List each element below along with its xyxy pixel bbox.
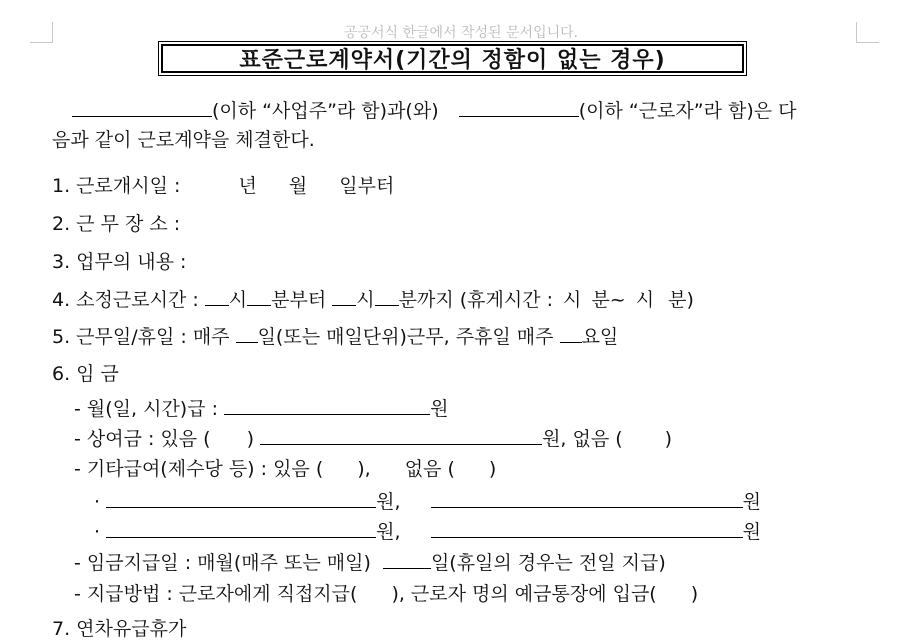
item-workplace: 2. 근 무 장 소 : [52, 213, 181, 235]
item-start-date [52, 174, 394, 198]
header-note: 공공서식 한글에서 작성된 문서입니다. [343, 25, 579, 41]
item4-bun1: 분부터 [271, 289, 327, 311]
other-label: - 기타급여(제수당 등) : 있음 ( [74, 458, 324, 480]
start-minute-blank[interactable] [247, 287, 271, 306]
other-mid: ), [357, 458, 371, 480]
payday-blank[interactable] [383, 550, 431, 569]
item1-year: 년 [238, 175, 257, 197]
item5-mid: 일(또는 매일단위)근무, 주휴일 매주 [257, 326, 554, 348]
wage-payday [74, 550, 666, 575]
item1-day: 일부터 [339, 175, 395, 197]
item-job-description: 3. 업무의 내용 : [52, 251, 187, 273]
end-minute-blank[interactable] [375, 287, 399, 306]
wage-monthly-label: - 월(일, 시간)급 : [74, 398, 219, 420]
document-title: 표준근로계약서(기간의 정함이 없는 경우) [161, 44, 744, 73]
item-workdays [52, 324, 618, 349]
wage-payment-method [74, 582, 698, 606]
employer-blank[interactable] [72, 98, 212, 117]
item5-end: 요일 [581, 326, 619, 348]
other-close: ) [488, 458, 497, 480]
payday-label: - 임금지급일 : 매월(매주 또는 매일) [74, 552, 371, 574]
other-item-2-amount-blank[interactable] [431, 519, 743, 538]
worker-label: (이하 “근로자”라 함)은 다 [578, 100, 797, 122]
item1-month: 월 [288, 175, 308, 197]
other-item-1-amount-blank[interactable] [431, 489, 743, 508]
start-hour-blank[interactable] [205, 287, 229, 306]
wage-bonus [74, 426, 672, 451]
item4-si1: 시 [228, 289, 248, 311]
bonus-paren-close: ) [246, 428, 255, 450]
payday-end: 일(휴일의 경우는 전일 지급) [430, 552, 666, 574]
item-annual-leave-partial: 7. 연차유급휴가 [52, 618, 187, 640]
wage-won: 원 [430, 398, 449, 420]
worker-blank[interactable] [459, 98, 579, 117]
won-2: 원 [742, 521, 761, 543]
item5-label: 5. 근무일/휴일 : 매주 [52, 326, 230, 348]
break-si1: 시 [563, 289, 582, 311]
bonus-none-close: ) [664, 428, 673, 450]
method-label: - 지급방법 : 근로자에게 직접지급( [74, 583, 358, 605]
item-wage: 6. 임 금 [52, 363, 119, 385]
won-1: 원 [742, 491, 761, 513]
wage-other [74, 457, 496, 481]
break-si2: 시 [635, 289, 655, 311]
method-end: ) [690, 583, 699, 605]
item4-label: 4. 소정근로시간 : [52, 289, 199, 311]
workdays-blank[interactable] [236, 324, 258, 343]
break-bun1: 분~ [591, 289, 626, 311]
end-hour-blank[interactable] [332, 287, 356, 306]
item1-label: 1. 근로개시일 : [52, 175, 181, 197]
break-bun2: 분) [668, 289, 694, 311]
other-item-1-blank[interactable] [106, 489, 376, 508]
other-pay-row-2 [94, 519, 761, 544]
item4-bun2: 분까지 (휴게시간 : [398, 289, 553, 311]
wage-monthly [74, 396, 448, 421]
method-mid: ), 근로자 명의 예금통장에 입금( [391, 583, 657, 605]
employer-label: (이하 “사업주”라 함)과(와) [212, 100, 439, 122]
wage-amount-blank[interactable] [224, 396, 430, 415]
won-comma-2: 원, [376, 521, 401, 543]
won-comma-1: 원, [376, 491, 401, 513]
other-pay-row-1 [94, 489, 761, 514]
bonus-label: - 상여금 : 있음 ( [74, 428, 211, 450]
other-none: 없음 ( [404, 458, 455, 480]
title-box [158, 41, 747, 76]
intro-line-2: 음과 같이 근로계약을 체결한다. [52, 129, 315, 151]
bonus-amount-blank[interactable] [260, 426, 542, 445]
item4-si2: 시 [356, 289, 375, 311]
intro-line-1 [72, 98, 797, 123]
bullet-2: · [94, 521, 101, 543]
other-item-2-blank[interactable] [106, 519, 376, 538]
bonus-won-none: 원, 없음 ( [542, 428, 623, 450]
item-working-hours [52, 287, 694, 312]
bullet-1: · [94, 491, 101, 513]
weekly-holiday-blank[interactable] [560, 324, 582, 343]
